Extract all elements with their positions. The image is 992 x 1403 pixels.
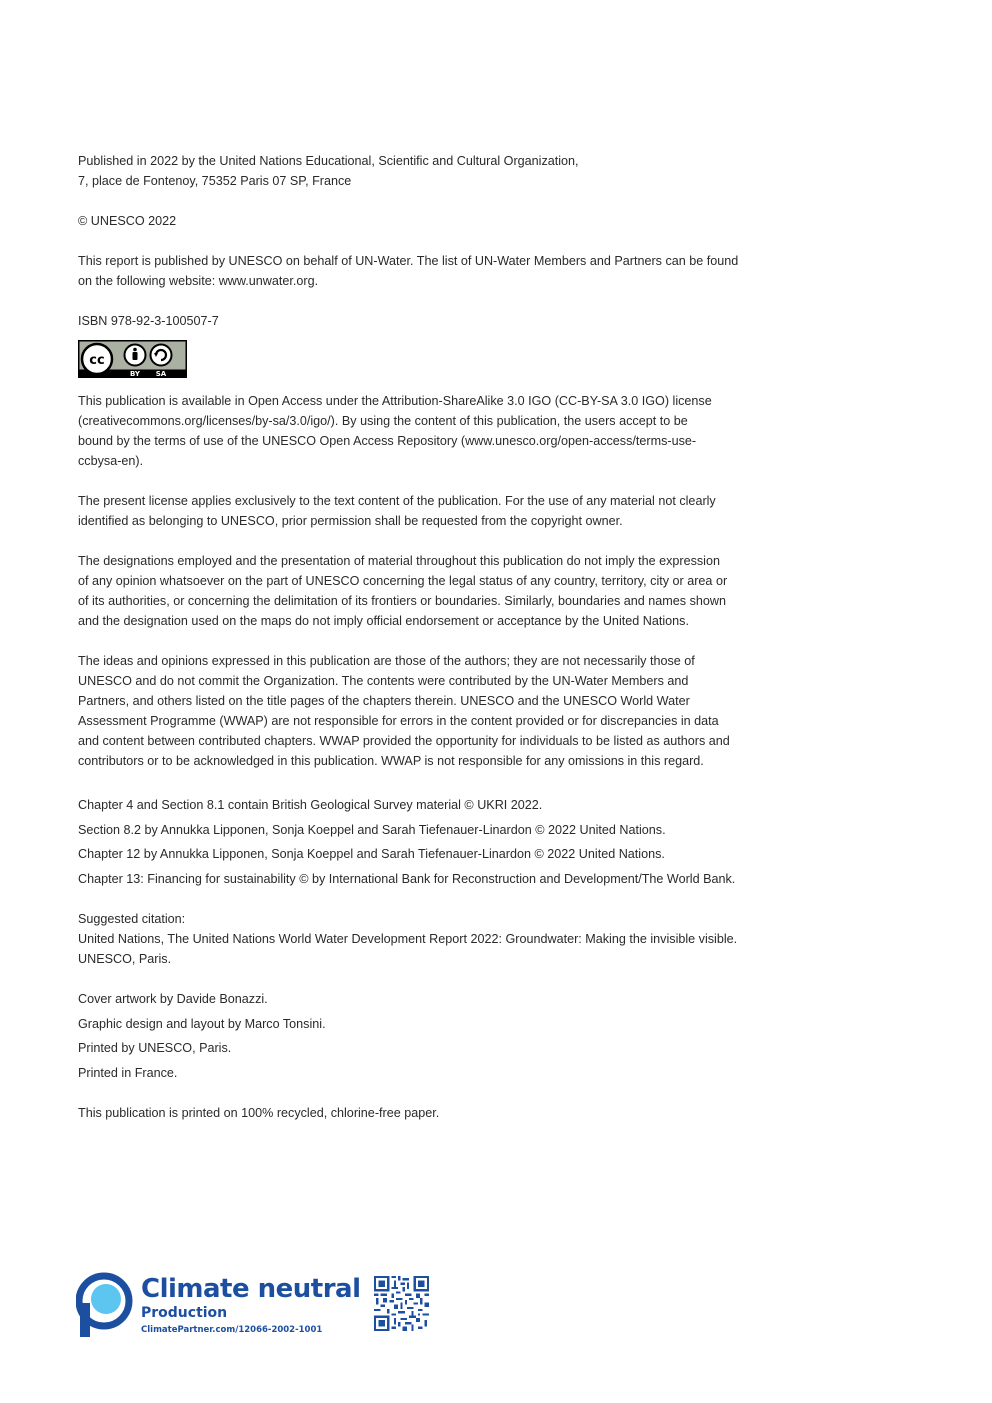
unwater-line-2: on the following website: www.unwater.org.	[78, 274, 319, 288]
license-scope-line-2: identified as belonging to UNESCO, prior permission shall be requested from the copyright owner.	[78, 514, 623, 528]
license-line-4: ccbysa-en).	[78, 454, 144, 468]
opinions-line-1: The ideas and opinions expressed in this publication are those of the authors; they are not necessarily those of	[78, 654, 695, 668]
chapter-credit-item: Chapter 13: Financing for sustainability © by International Bank for Reconstruction and Development/The World Bank.	[78, 871, 736, 886]
designations-line-3: of its authorities, or concerning the delimitation of its frontiers or boundaries. Similarly, boundaries and names shown	[78, 594, 726, 608]
qr-code-icon	[374, 1276, 429, 1331]
chapter-credit-item: Chapter 4 and Section 8.1 contain British Geological Survey material © UKRI 2022.	[78, 798, 543, 812]
imprint-text	[78, 151, 778, 351]
license-scope-paragraph	[78, 491, 778, 531]
opinions-line-3: Partners, and others listed on the title pages of the chapters therein. UNESCO and the UNESCO World Water	[78, 694, 690, 708]
copyright-notice: © UNESCO 2022	[78, 214, 177, 228]
production-credit-item: Graphic design and layout by Marco Tonsini.	[78, 1016, 326, 1031]
production-credits	[78, 989, 798, 1083]
license-line-3: bound by the terms of use of the UNESCO Open Access Repository (www.unesco.org/open-access/terms-use-	[78, 434, 697, 448]
opinions-paragraph	[78, 651, 778, 771]
unwater-line-1: This report is published by UNESCO on behalf of UN-Water. The list of UN-Water Members and Partners can be found	[78, 254, 739, 268]
license-line-1: This publication is available in Open Access under the Attribution-ShareAlike 3.0 IGO (CC-BY-SA 3.0 IGO) license	[78, 394, 712, 408]
climate-neutral-title: Climate neutral	[141, 1274, 361, 1304]
opinions-line-6: contributors or to be acknowledged in this publication. WWAP is not responsible for any omissions in this regard.	[78, 754, 704, 768]
chapter-credits	[78, 795, 798, 889]
opinions-line-5: and content between contributed chapters. WWAP provided the opportunity for individuals to be listed as authors and	[78, 734, 730, 748]
license-scope-line-1: The present license applies exclusively to the text content of the publication. For the use of any material not clearly	[78, 494, 716, 508]
climate-neutral-subtitle: Production	[141, 1305, 228, 1321]
chapter-credit-item: Section 8.2 by Annukka Lipponen, Sonja Koeppel and Sarah Tiefenauer-Linardon © 2022 United Nations.	[78, 822, 666, 837]
citation-line-2: UNESCO, Paris.	[78, 952, 172, 966]
designations-line-1: The designations employed and the presentation of material throughout this publication do not imply the expression	[78, 554, 720, 568]
cc-by-sa-license-icon	[78, 340, 187, 378]
cc-mark-text: cc	[89, 353, 105, 368]
license-and-disclaimers	[78, 391, 778, 771]
chapter-credit-item: Chapter 12 by Annukka Lipponen, Sonja Koeppel and Sarah Tiefenauer-Linardon © 2022 United Nations.	[78, 847, 665, 862]
production-credit-item: Cover artwork by Davide Bonazzi.	[78, 992, 268, 1006]
opinions-line-2: UNESCO and do not commit the Organization. The contents were contributed by the UN-Water Members and	[78, 674, 689, 688]
designations-line-4: and the designation used on the maps do not imply official endorsement or acceptance by the United Nations.	[78, 614, 689, 628]
license-paragraph	[78, 391, 778, 471]
production-credit-item: Printed by UNESCO, Paris.	[78, 1041, 232, 1056]
cc-by-text: BY	[129, 370, 141, 378]
license-line-2: (creativecommons.org/licenses/by-sa/3.0/igo/). By using the content of this publication, the users accept to be	[78, 414, 688, 428]
production-credit-item: Printed in France.	[78, 1065, 178, 1080]
climate-partner-url: ClimatePartner.com/12066-2002-1001	[141, 1325, 323, 1335]
designations-line-2: of any opinion whatsoever on the part of UNESCO concerning the legal status of any country, territory, city or area or	[78, 574, 728, 588]
isbn: ISBN 978-92-3-100507-7	[78, 314, 219, 328]
unwater-statement	[78, 251, 778, 291]
publication-line-2: 7, place de Fontenoy, 75352 Paris 07 SP, France	[78, 174, 352, 188]
designations-paragraph	[78, 551, 778, 631]
publication-line-1: Published in 2022 by the United Nations Educational, Scientific and Cultural Organization,	[78, 154, 579, 168]
opinions-line-4: Assessment Programme (WWAP) are not responsible for errors in the content provided or for discrepancies in data	[78, 714, 719, 728]
citation-line-1: United Nations, The United Nations World Water Development Report 2022: Groundwater: Making the invisible visible.	[78, 932, 738, 946]
paper-note: This publication is printed on 100% recycled, chlorine-free paper.	[78, 1106, 440, 1120]
suggested-citation	[78, 909, 798, 969]
citation-label: Suggested citation:	[78, 912, 186, 926]
cc-sa-text: SA	[155, 370, 167, 378]
publication-statement	[78, 151, 778, 191]
